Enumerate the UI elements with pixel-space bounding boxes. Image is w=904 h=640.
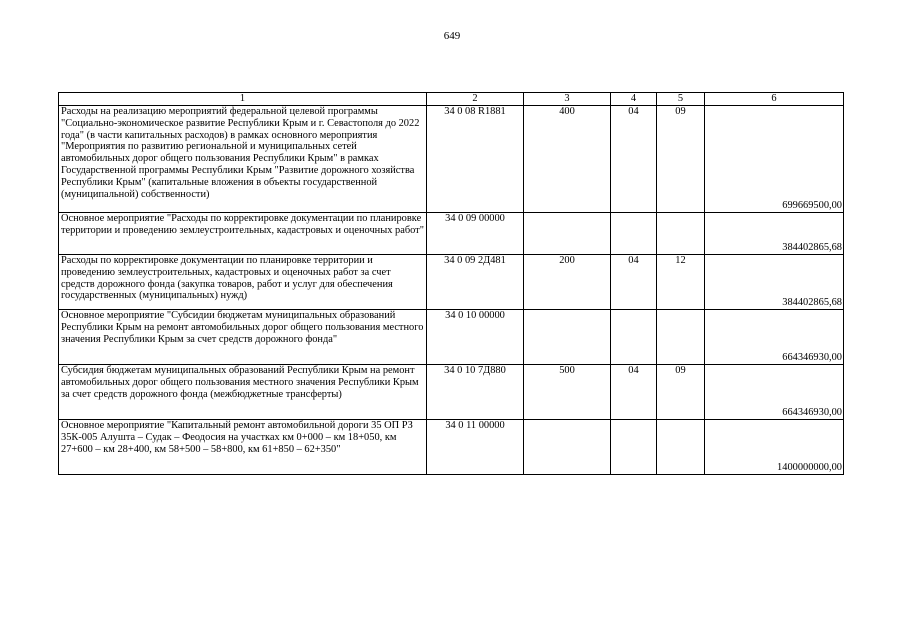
header-cell: 2 (427, 93, 524, 106)
row-vr-cell: 400 (524, 106, 611, 213)
row-name-cell: Основное мероприятие "Расходы по корректировке документации по планировке территории и проведению землеустроительных, кадастровых и оценочных работ" (59, 213, 427, 255)
row-vr-cell (524, 310, 611, 365)
budget-table (58, 92, 844, 475)
row-code-cell: 34 0 08 R1881 (427, 106, 524, 213)
row-pr-cell: 12 (657, 255, 705, 310)
row-amount-cell: 1400000000,00 (705, 420, 844, 475)
row-code-cell: 34 0 11 00000 (427, 420, 524, 475)
row-rz-cell: 04 (611, 106, 657, 213)
row-amount-cell: 664346930,00 (705, 365, 844, 420)
row-code-cell: 34 0 10 7Д880 (427, 365, 524, 420)
page-number: 649 (443, 30, 461, 42)
table-row (59, 420, 844, 475)
header-cell: 5 (657, 93, 705, 106)
row-amount-cell: 699669500,00 (705, 106, 844, 213)
row-name-cell: Расходы по корректировке документации по планировке территории и проведению землеустроительных, кадастровых и оценочных работ за счет средств дорожного фонда (закупка товаров, работ и услуг для обеспечения государственных (муниципальных) нужд) (59, 255, 427, 310)
row-code-cell: 34 0 09 00000 (427, 213, 524, 255)
row-rz-cell (611, 420, 657, 475)
table-header-row (59, 93, 844, 106)
table-row (59, 310, 844, 365)
row-pr-cell (657, 213, 705, 255)
header-cell: 6 (705, 93, 844, 106)
row-name-cell: Основное мероприятие "Капитальный ремонт автомобильной дороги 35 ОП РЗ 35К-005 Алушта – Судак – Феодосия на участках км 0+000 – км 18+050, км 27+600 – км 28+400, км 58+500 – 58+800, км 61+850 – 62+350" (59, 420, 427, 475)
row-name-cell: Основное мероприятие "Субсидии бюджетам муниципальных образований Республики Крым на ремонт автомобильных дорог общего пользования местного значения Республики Крым за счет средств дорожного фонда" (59, 310, 427, 365)
row-pr-cell: 09 (657, 365, 705, 420)
row-pr-cell: 09 (657, 106, 705, 213)
row-vr-cell: 500 (524, 365, 611, 420)
header-cell: 3 (524, 93, 611, 106)
row-pr-cell (657, 310, 705, 365)
row-rz-cell: 04 (611, 255, 657, 310)
row-amount-cell: 664346930,00 (705, 310, 844, 365)
row-amount-cell: 384402865,68 (705, 255, 844, 310)
row-rz-cell: 04 (611, 365, 657, 420)
row-code-cell: 34 0 10 00000 (427, 310, 524, 365)
row-name-cell: Субсидия бюджетам муниципальных образований Республики Крым на ремонт автомобильных дорог общего пользования местного значения Республики Крым за счет средств дорожного фонда (межбюджетные трансферты) (59, 365, 427, 420)
table-row (59, 106, 844, 213)
table-row (59, 213, 844, 255)
table-row (59, 255, 844, 310)
header-cell: 4 (611, 93, 657, 106)
row-vr-cell (524, 213, 611, 255)
row-rz-cell (611, 213, 657, 255)
row-pr-cell (657, 420, 705, 475)
row-name-cell: Расходы на реализацию мероприятий федеральной целевой программы "Социально-экономическое развитие Республики Крым и г. Севастополя до 2022 года" (в части капитальных расходов) в рамках основного мероприятия "Мероприятия по развитию региональной и муниципальных сетей автомобильных дорог общего пользования Республики Крым" в рамках Государственной программы Республики Крым "Развитие дорожного хозяйства Республики Крым" (капитальные вложения в объекты государственной (муниципальной) собственности) (59, 106, 427, 213)
header-cell: 1 (59, 93, 427, 106)
row-rz-cell (611, 310, 657, 365)
row-vr-cell: 200 (524, 255, 611, 310)
row-amount-cell: 384402865,68 (705, 213, 844, 255)
row-vr-cell (524, 420, 611, 475)
table-row (59, 365, 844, 420)
row-code-cell: 34 0 09 2Д481 (427, 255, 524, 310)
